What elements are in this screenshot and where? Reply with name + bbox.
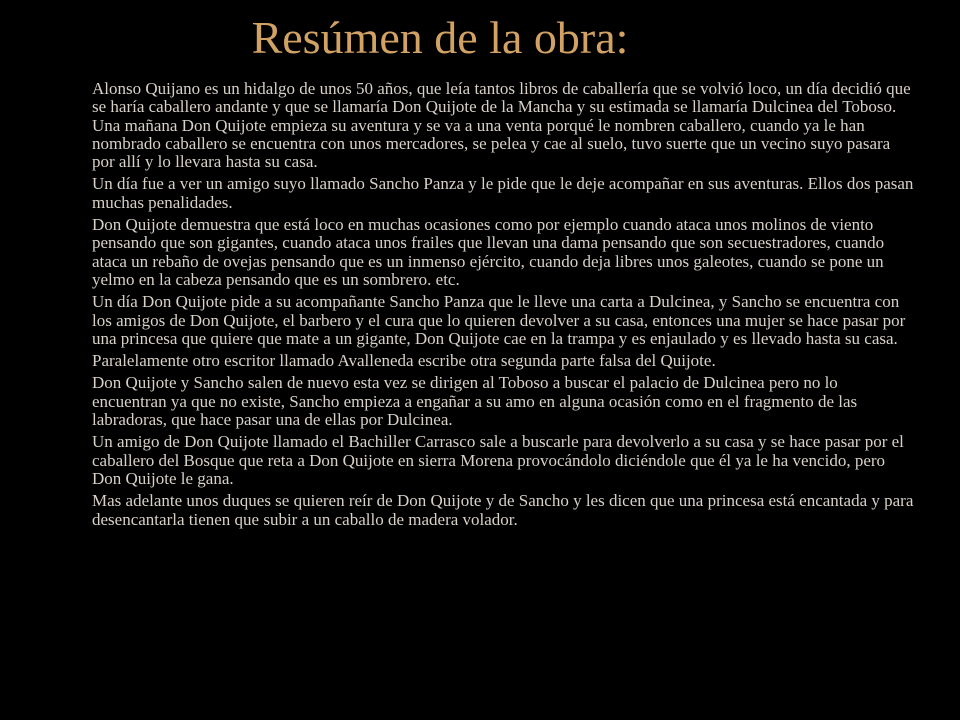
paragraph-6: Don Quijote y Sancho salen de nuevo esta vez se dirigen al Toboso a buscar el palacio de Dulcinea pero no lo encuentran ya que no existe, Sancho empieza a engañar a su amo en alguna ocasión como en el fragmento de las labradoras, que hace pasar una de ellas por Dulcinea. [92, 373, 858, 430]
paragraph-1: Alonso Quijano es un hidalgo de unos 50 años, que leía tantos libros de caballería que se volvió loco, un día decidió que se haría caballero andante y que se llamaría Don Quijote de la Mancha y su estimada se llamaría Dulcinea del Toboso. Una mañana Don Quijote empieza su aventura y se va a una venta porqué le nombren caballero, cuando ya le han nombrado caballero se encuentra con unos mercadores, se pelea y cae al suelo, tuvo suerte que un vecino suyo pasara por allí y lo llevara hasta su casa. [92, 79, 911, 172]
slide-body [92, 80, 914, 533]
slide-title: Resúmen de la obra: [251, 12, 629, 63]
paragraph-8: Mas adelante unos duques se quieren reír de Don Quijote y de Sancho y les dicen que una princesa está encantada y para desencantarla tienen que subir a un caballo de madera volador. [92, 491, 914, 529]
paragraph-3: Don Quijote demuestra que está loco en muchas ocasiones como por ejemplo cuando ataca unos molinos de viento pensando que son gigantes, cuando ataca unos frailes que llevan una dama pensando que son secuestradores, cuando ataca un rebaño de ovejas pensando que es un inmenso ejército, cuando deja libres unos galeotes, cuando se pone un yelmo en la cabeza pensando que es un sombrero. etc. [92, 215, 885, 289]
paragraph-2: Un día fue a ver un amigo suyo llamado Sancho Panza y le pide que le deje acompañar en sus aventuras. Ellos dos pasan muchas penalidades. [92, 174, 914, 212]
paragraph-5: Paralelamente otro escritor llamado Avalleneda escribe otra segunda parte falsa del Quijote. [92, 351, 716, 371]
paragraph-7: Un amigo de Don Quijote llamado el Bachiller Carrasco sale a buscarle para devolverlo a su casa y se hace pasar por el caballero del Bosque que reta a Don Quijote en sierra Morena provocándolo diciéndole que él ya le ha vencido, pero Don Quijote le gana. [92, 432, 904, 488]
paragraph-4: Un día Don Quijote pide a su acompañante Sancho Panza que le lleve una carta a Dulcinea, y Sancho se encuentra con los amigos de Don Quijote, el barbero y el cura que lo quieren devolver a su casa, entonces una mujer se hace pasar por una princesa que quiere que mate a un gigante, Don Quijote cae en la trampa y es enjaulado y es llevado hasta su casa. [92, 292, 906, 348]
